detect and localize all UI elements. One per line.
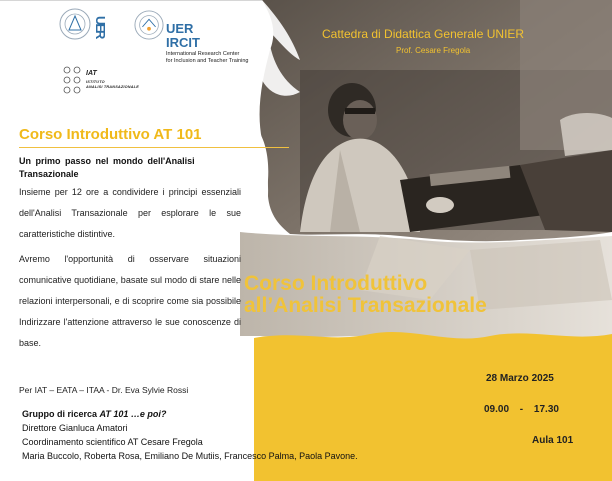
research-group-title	[22, 409, 166, 419]
research-group-coordinator: Coordinamento scientifico AT Cesare Fregola	[22, 437, 203, 447]
course-paragraph-2: Avremo l'opportunità di osservare situazioni comunicative quotidiane, basate sul modo di stare nelle relazioni interpersonali, e di scoprire come sia possibile Indirizzare l'attenzione attraverso le sue conoscenze di base.	[19, 254, 241, 348]
uer-logo	[59, 4, 131, 50]
ircit-logo	[134, 4, 264, 64]
ircit-logo-text: UER IRCIT	[166, 21, 200, 50]
chair-title: Cattedra di Didattica Generale UNIER	[322, 27, 525, 41]
event-time: 09.00 - 17.30	[484, 404, 559, 415]
research-group-director: Direttore Gianluca Amatori	[22, 423, 128, 433]
iat-subtitle-line1: ISTITUTO	[86, 80, 105, 84]
event-room: Aula 101	[532, 435, 574, 446]
ircit-subtitle-line2: for Inclusion and Teacher Training	[166, 58, 249, 64]
overlay-title-line1: Corso Introduttivo	[244, 272, 428, 295]
course-subtitle: Un primo passo nel mondo dell'Analisi Transazionale	[19, 156, 195, 179]
research-group-name: AT 101 …e poi?	[99, 409, 167, 419]
title-divider	[19, 147, 289, 148]
overlay-title	[244, 273, 487, 317]
seal-icon	[59, 8, 91, 40]
research-group-prefix: Gruppo di ricerca	[22, 409, 100, 419]
uer-logo-text: UER	[93, 16, 108, 38]
course-paragraph-1: Insieme per 12 ore a condividere i principi essenziali dell'Analisi Transazionale per esplorare le sue caratteristiche distintive.	[19, 187, 241, 239]
course-credit: Per IAT – EATA – ITAA - Dr. Eva Sylvie Rossi	[19, 385, 189, 395]
overlay-title-line2: all’Analisi Transazionale	[244, 294, 487, 317]
iat-subtitle-line2: ANALISI TRANSAZIONALE	[86, 85, 139, 89]
ircit-subtitle-line1: International Research Center	[166, 51, 240, 57]
course-title: Corso Introduttivo AT 101	[19, 126, 202, 143]
iat-logo-text: IAT	[86, 70, 97, 77]
research-group-members: Maria Buccolo, Roberta Rosa, Emiliano De Mutiis, Francesco Palma, Paola Pavone.	[22, 451, 358, 461]
event-date: 28 Marzo 2025	[486, 373, 554, 384]
professor-name: Prof. Cesare Fregola	[396, 46, 471, 55]
seal-icon	[134, 10, 164, 40]
iat-logo-icon	[59, 62, 179, 100]
